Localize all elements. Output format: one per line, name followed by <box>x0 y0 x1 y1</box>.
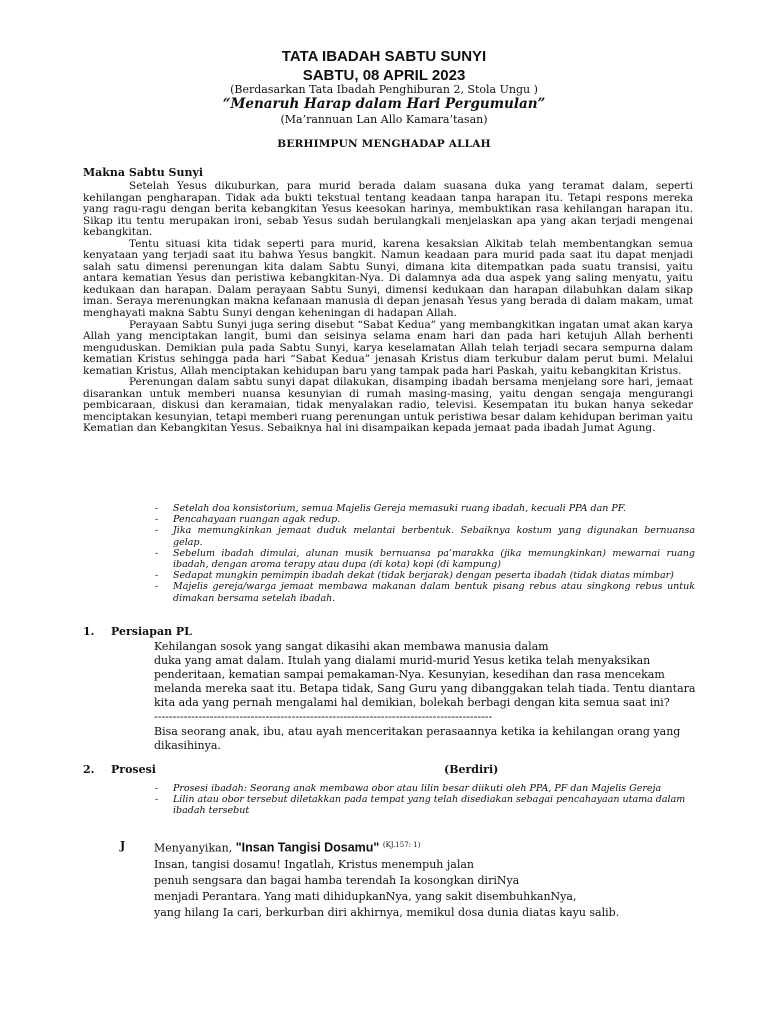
essay-paragraph: Perayaan Sabtu Sunyi juga sering disebut “Sabat Kedua” yang membangkitkan ingatan umat akan karya Allah yang menciptakan langit, bumi dan seisinya selama enam hari dan pada hari ketujuh Allah berhenti menguduskan. Demikian pula pada Sabtu Sunyi, karya keselamatan Allah telah terjadi secara sempurna dalam kematian Kristus sehingga pada hari “Sabat Kedua” jenasah Kristus diam terkubur dalam perut bumi. Melalui kematian Kristus, Allah menciptakan kehidupan baru yang tampak pada hari Paskah, yaitu kebangkitan Kristus. <box>83 318 693 377</box>
item-number: 1. <box>83 625 95 638</box>
note-item: - Prosesi ibadah: Seorang anak membawa obor atau lilin besar diikuti oleh PPA, PF dan Majelis Gereja <box>155 783 695 794</box>
section-heading: BERHIMPUN MENGHADAP ALLAH <box>277 138 491 150</box>
separator-line: ------------------------------------------------------------------------------------------- <box>154 710 493 724</box>
persiapan-heading <box>83 625 192 638</box>
note-item: - Setelah doa konsistorium, semua Majelis Gereja memasuki ruang ibadah, kecuali PPA dan PF. <box>155 503 695 514</box>
note-item: - Majelis gereja/warga jemaat membawa makanan dalam bentuk pisang rebus atau singkong rebus untuk dimakan bersama setelah ibadah. <box>155 581 695 603</box>
item-title: Prosesi <box>111 763 156 776</box>
note-item: - Pencahayaan ruangan agak redup. <box>155 514 695 525</box>
prosesi-heading <box>83 763 156 776</box>
preparation-notes <box>155 503 695 604</box>
note-item: - Sedapat mungkin pemimpin ibadah dekat (tidak berjarak) dengan peserta ibadah (tidak diatas mimbar) <box>155 570 695 581</box>
hymn-title: "Insan Tangisi Dosamu" <box>235 840 380 855</box>
essay-paragraph: Perenungan dalam sabtu sunyi dapat dilakukan, disamping ibadah bersama menjelang sore hari, jemaat disarankan untuk memberi nuansa kesunyian di rumah masing-masing, yaitu dengan sengaja mengurangi pembicaraan, diskusi dan keramaian, tidak menyalakan radio, televisi. Kesempatan itu bukan hanya sekedar menciptakan kesunyian, tetapi memberi ruang perenungan untuk peristiwa besar dalam kehidupan beriman yaitu Kematian dan Kebangkitan Yesus. Sebaiknya hal ini disampaikan kepada jemaat pada ibadah Jumat Agung. <box>83 376 693 435</box>
service-date: SABTU, 08 APRIL 2023 <box>302 67 466 84</box>
hymn-line: penuh sengsara dan bagai hamba terendah Ia kosongkan diriNya <box>154 873 520 887</box>
hymn-line: menjadi Perantara. Yang mati dihidupkanNya, yang sakit disembuhkanNya, <box>154 889 577 903</box>
persiapan-line: Kehilangan sosok yang sangat dikasihi akan membawa manusia dalam <box>154 640 549 653</box>
posture-label: (Berdiri) <box>444 763 499 776</box>
service-theme-toraja: (Ma’rannuan Lan Allo Kamara’tasan) <box>280 113 488 126</box>
congregation-marker: J <box>120 839 126 852</box>
essay-paragraph: Setelah Yesus dikuburkan, para murid berada dalam suasana duka yang teramat dalam, seperti kehilangan pengharapan. Tidak ada bukti tekstual tentang keadaan tanpa harapan itu. Tetapi respons mereka yang ragu-ragu dengan berita kebangkitan Yesus keesokan harinya, membuktikan rasa kehilangan harapan itu. Sikap itu tentu merupakan ironi, sebab Yesus sudah berulangkali menjelaskan apa yang akan terjadi mengenai kebangkitan. <box>83 180 693 239</box>
hymn-reference: (KJ.157: 1) <box>382 841 421 849</box>
note-item: - Jika memungkinkan jemaat duduk melantai berbentuk. Sebaiknya kostum yang digunakan bernuansa gelap. <box>155 525 695 547</box>
persiapan-text <box>154 640 696 753</box>
document-title: TATA IBADAH SABTU SUNYI <box>281 48 487 65</box>
item-title: Persiapan PL <box>111 625 192 638</box>
item-number: 2. <box>83 763 95 776</box>
hymn-intro-line <box>154 837 696 857</box>
liturgy-basis: (Berdasarkan Tata Ibadah Penghiburan 2, Stola Ungu ) <box>230 83 538 96</box>
persiapan-line: duka yang amat dalam. Itulah yang dialami murid-murid Yesus ketika telah menyaksikan penderitaan, kematian sampai pemakaman-Nya. Kesunyian, kesedihan dan rasa mencekam melanda mereka saat itu. Betapa tidak, Sang Guru yang dibanggakan telah tiada. Tentu diantara kita ada yang pernah mengalami hal demikian, bolekah berbagi dengan kita semua saat ini? <box>154 654 696 710</box>
essay-paragraph: Tentu situasi kita tidak seperti para murid, karena kesaksian Alkitab telah membentangkan semua kenyataan yang terjadi saat itu bahwa Yesus bangkit. Namun keadaan para murid pada saat itu dapat menjadi salah satu dimensi perenungan kita dalam Sabtu Sunyi, dimana kita ditempatkan pada suatu transisi, yaitu antara kematian Yesus dan peristiwa kebangkitan-Nya. Di dalamnya ada dua aspek yang saling menyatu, yaitu kedukaan dan harapan. Dalam perayaan Sabtu Sunyi, dimensi kedukaan dan harapan dilabuhkan dalam sikap iman. Seraya merenungkan makna kefanaan manusia di depan jenasah Yesus yang berada di dalam makam, umat menghayati makna Sabtu Sunyi dengan keheningan di hadapan Allah. <box>83 237 693 320</box>
hymn-intro: Menyanyikan, <box>154 841 236 855</box>
hymn-block <box>154 837 696 921</box>
hymn-line: Insan, tangisi dosamu! Ingatlah, Kristus menempuh jalan <box>154 857 474 871</box>
persiapan-closing: Bisa seorang anak, ibu, atau ayah menceritakan perasaannya ketika ia kehilangan orang yang dikasihinya. <box>154 724 681 752</box>
note-item: - Lilin atau obor tersebut diletakkan pada tempat yang telah disediakan sebagai pencahayaan utama dalam ibadah tersebut <box>155 794 695 816</box>
hymn-line: yang hilang Ia cari, berkurban diri akhirnya, memikul dosa dunia diatas kayu salib. <box>154 905 620 919</box>
prosesi-notes <box>155 783 695 817</box>
service-theme: “Menaruh Harap dalam Hari Pergumulan” <box>222 96 546 112</box>
makna-heading: Makna Sabtu Sunyi <box>83 166 204 179</box>
makna-essay <box>83 181 693 435</box>
note-item: - Sebelum ibadah dimulai, alunan musik bernuansa pa’marakka (jika memungkinkan) mewarnai ruang ibadah, dengan aroma terapy atau dupa (di kota) kopi (di kampung) <box>155 548 695 570</box>
